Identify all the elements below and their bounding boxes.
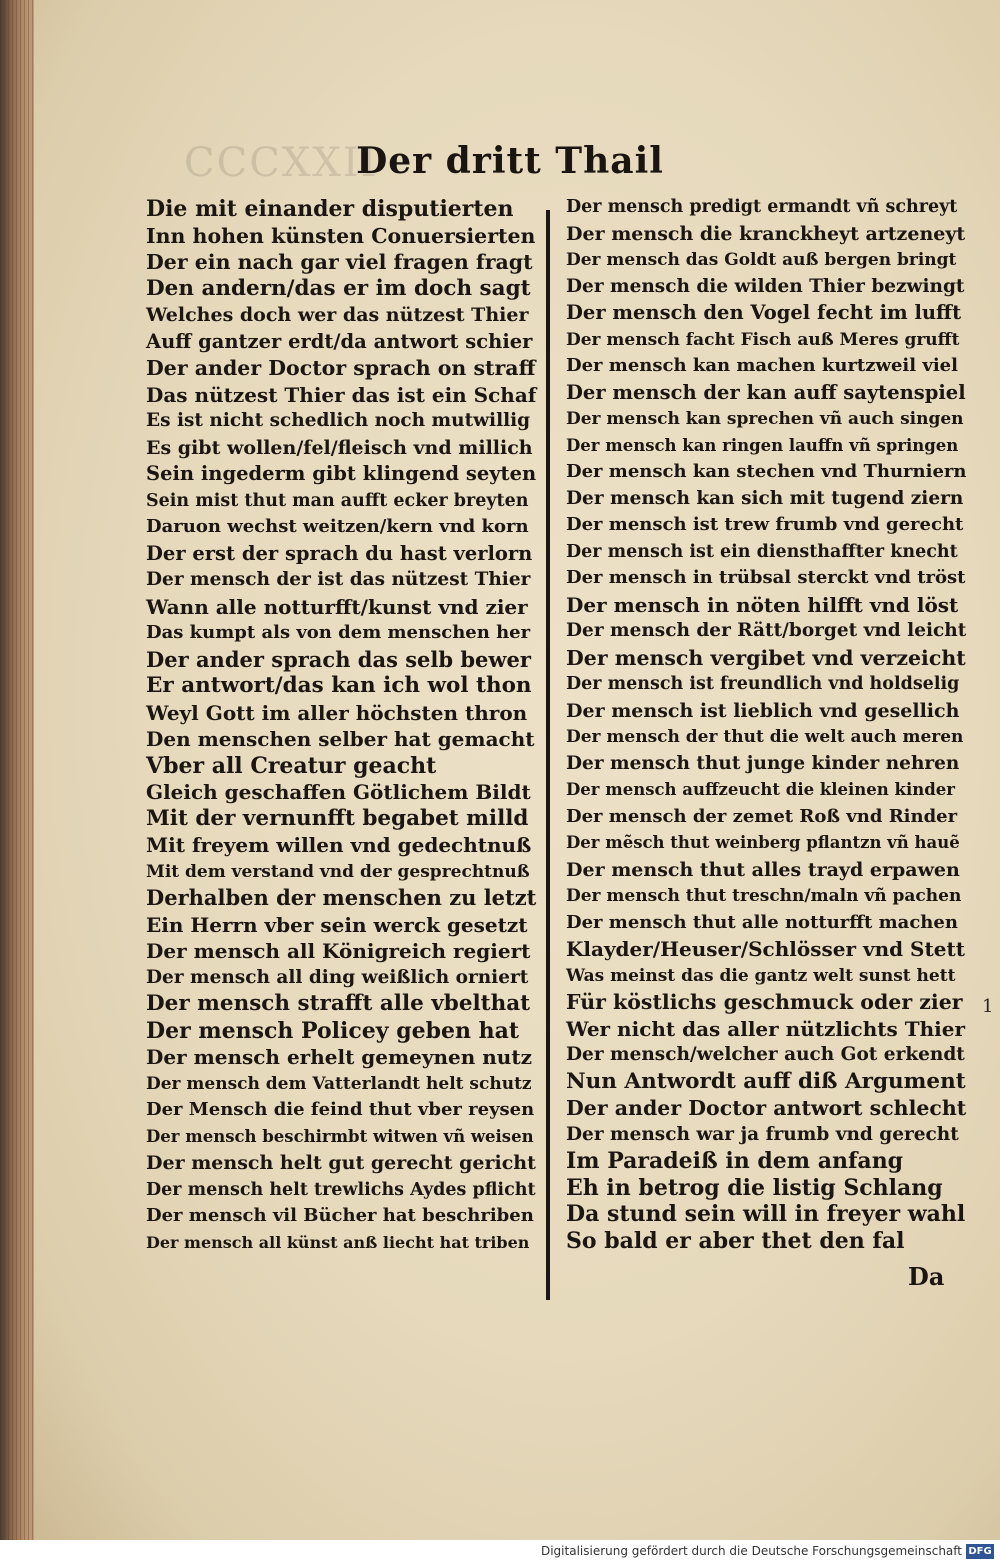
- verse-line: Der mensch helt trewlichs Aydes pflicht: [146, 1179, 536, 1200]
- verse-line: Der mensch all ding weißlich orniert: [146, 966, 529, 988]
- verse-line: Den menschen selber hat gemacht: [146, 727, 535, 751]
- verse-line: Was meinst das die gantz welt sunst hett: [566, 965, 956, 986]
- verse-line: Der ander Doctor antwort schlecht: [566, 1096, 967, 1120]
- verse-line: Der mensch erhelt gemeynen nutz: [146, 1045, 532, 1069]
- verse-line: Auff gantzer erdt/da antwort schier: [146, 329, 533, 353]
- verse-line: Der mensch der Rätt/borget vnd leicht: [566, 620, 967, 641]
- column-divider-rule: [546, 210, 550, 1300]
- bleed-through-folio: CCCXXII: [184, 140, 379, 186]
- verse-line: Klayder/Heuser/Schlösser vnd Stett: [566, 937, 965, 961]
- verse-line: Mit freyem willen vnd gedechtnuß: [146, 833, 532, 857]
- verse-line: Der ein nach gar viel fragen fragt: [146, 250, 533, 274]
- verse-line: Inn hohen künsten Conuersierten: [146, 223, 536, 248]
- verse-line: Mit dem verstand vnd der gesprechtnuß: [146, 861, 530, 882]
- verse-line: Der ander Doctor sprach on straff: [146, 356, 536, 380]
- verse-line: Der mensch kan sprechen vñ auch singen: [566, 409, 964, 429]
- verse-line: Der mensch war ja frumb vnd gerecht: [566, 1123, 959, 1145]
- verse-line: Der mensch thut alle notturfft machen: [566, 911, 958, 933]
- verse-line: Vber all Creatur geacht: [146, 752, 437, 779]
- verse-line: Der mensch in trübsal sterckt vnd tröst: [566, 567, 966, 588]
- verse-line: Der mensch in nöten hilfft vnd löst: [566, 592, 959, 617]
- verse-line: Im Paradeiß in dem anfang: [566, 1148, 904, 1174]
- verse-line: Der mensch all Königreich regiert: [146, 939, 531, 963]
- verse-line: Der mensch das Goldt auß bergen bringt: [566, 250, 957, 270]
- verse-line: Gleich geschaffen Götlichem Bildt: [146, 780, 531, 804]
- verse-line: Wer nicht das aller nützlichts Thier: [566, 1016, 965, 1041]
- catchword: Da: [908, 1262, 945, 1291]
- dfg-logo: DFG: [966, 1544, 994, 1559]
- verse-line: Der ander sprach das selb bewer: [146, 646, 531, 672]
- verse-line: Der mensch beschirmbt witwen vñ weisen: [146, 1126, 534, 1146]
- verse-line: Der mensch auffzeucht die kleinen kinder: [566, 780, 955, 799]
- verse-line: Eh in betrog die listig Schlang: [566, 1174, 943, 1201]
- verse-line: Der mensch ist lieblich vnd gesellich: [566, 699, 960, 722]
- verse-line: Der mensch die kranckheyt artzeneyt: [566, 222, 966, 245]
- verse-line: Die mit einander disputierten: [146, 196, 514, 222]
- margin-mark: 1: [982, 996, 994, 1017]
- verse-line: Der mensch kan stechen vnd Thurniern: [566, 461, 967, 482]
- verse-line: Er antwort/das kan ich wol thon: [146, 673, 532, 698]
- verse-line: Den andern/das er im doch sagt: [146, 275, 531, 301]
- verse-line: Es ist nicht schedlich noch mutwillig: [146, 410, 531, 431]
- verse-line: Der mensch thut junge kinder nehren: [566, 752, 960, 774]
- verse-line: Der mensch dem Vatterlandt helt schutz: [146, 1073, 532, 1094]
- verse-line: Der mensch ist trew frumb vnd gerecht: [566, 514, 964, 535]
- verse-line: Der mensch thut alles trayd erpawen: [566, 858, 960, 881]
- verse-line: Welches doch wer das nützest Thier: [146, 304, 529, 326]
- verse-line: Der mẽsch thut weinberg pflantzn vñ hauẽ: [566, 833, 960, 852]
- verse-line: Der mensch der zemet Roß vnd Rinder: [566, 805, 958, 827]
- verse-line: Der mensch den Vogel fecht im lufft: [566, 301, 962, 324]
- verse-line: Der mensch kan machen kurtzweil viel: [566, 355, 958, 376]
- verse-line: Der mensch der ist das nützest Thier: [146, 569, 531, 590]
- right-verse-column: [566, 194, 966, 1254]
- verse-line: Sein mist thut man aufft ecker breyten: [146, 490, 529, 511]
- verse-line: So bald er aber thet den fal: [566, 1227, 905, 1254]
- verse-line: Der mensch der thut die welt auch meren: [566, 727, 964, 747]
- verse-line: Der mensch/welcher auch Got erkendt: [566, 1044, 965, 1065]
- verse-line: Der mensch vil Bücher hat beschriben: [146, 1205, 534, 1226]
- verse-line: Derhalben der menschen zu letzt: [146, 885, 537, 910]
- verse-line: Nun Antwordt auff diß Argument: [566, 1068, 966, 1094]
- left-verse-column: [146, 196, 536, 1256]
- verse-line: Der Mensch die feind thut vber reysen: [146, 1099, 535, 1120]
- verse-line: Es gibt wollen/fel/fleisch vnd millich: [146, 436, 533, 459]
- verse-line: Das nützest Thier das ist ein Schaf: [146, 382, 537, 407]
- running-head: Der dritt Thail: [356, 140, 664, 182]
- verse-line: Der mensch die wilden Thier bezwingt: [566, 275, 965, 297]
- verse-line: Daruon wechst weitzen/kern vnd korn: [146, 516, 529, 537]
- page-edge-lines: [4, 0, 36, 1540]
- verse-line: Der mensch der kan auff saytenspiel: [566, 380, 966, 404]
- verse-line: Der mensch predigt ermandt vñ schreyt: [566, 197, 958, 217]
- verse-line: Der mensch Policey geben hat: [146, 1017, 520, 1044]
- verse-line: Der mensch strafft alle vbelthat: [146, 991, 531, 1016]
- verse-line: Der mensch kan ringen lauffn vñ springen: [566, 435, 959, 455]
- digitization-footer: [0, 1540, 1000, 1565]
- verse-line: Der erst der sprach du hast verlorn: [146, 541, 533, 565]
- verse-line: Wann alle notturfft/kunst vnd zier: [146, 594, 528, 619]
- verse-line: Ein Herrn vber sein werck gesetzt: [146, 912, 528, 937]
- verse-line: Der mensch helt gut gerecht gericht: [146, 1152, 536, 1174]
- verse-line: Da stund sein will in freyer wahl: [566, 1201, 966, 1227]
- verse-line: Der mensch facht Fisch auß Meres grufft: [566, 329, 960, 350]
- verse-line: Das kumpt als von dem menschen her: [146, 622, 531, 643]
- verse-line: Mit der vernunfft begabet milld: [146, 805, 529, 831]
- verse-line: Der mensch vergibet vnd verzeicht: [566, 645, 966, 670]
- verse-line: Sein ingederm gibt klingend seyten: [146, 462, 537, 485]
- verse-line: Der mensch kan sich mit tugend ziern: [566, 487, 964, 509]
- verse-line: Der mensch ist freundlich vnd holdselig: [566, 674, 960, 694]
- verse-line: Der mensch all künst anß liecht hat triben: [146, 1232, 530, 1252]
- verse-line: Für köstlichs geschmuck oder zier: [566, 990, 963, 1014]
- verse-line: Weyl Gott im aller höchsten thron: [146, 700, 528, 725]
- verse-line: Der mensch thut treschn/maln vñ pachen: [566, 886, 962, 906]
- verse-line: Der mensch ist ein diensthaffter knecht: [566, 541, 958, 562]
- footer-credit: Digitalisierung gefördert durch die Deutsche Forschungsgemeinschaft: [540, 1544, 962, 1558]
